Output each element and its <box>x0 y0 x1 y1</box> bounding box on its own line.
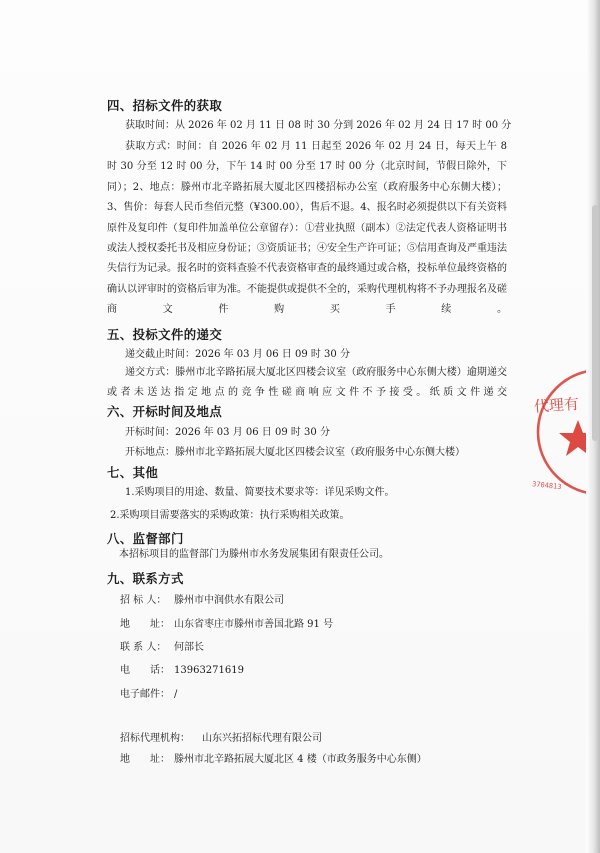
section-heading-4: 四、招标文件的获取 <box>107 98 223 113</box>
section-heading-8: 八、监督部门 <box>107 531 184 546</box>
other-item-2: 2.采购项目需要落实的采购政策：执行采购相关政策。 <box>110 510 350 521</box>
open-place: 开标地点：滕州市北辛路拓展大厦北区四楼会议室（政府服务中心东侧大楼） <box>125 447 465 458</box>
svg-text:代理有: 代理有 <box>533 394 580 416</box>
email-value: / <box>174 689 178 700</box>
submit-deadline: 递交截止时间：2026 年 03 月 06 日 09 时 30 分 <box>125 349 350 360</box>
address-value: 山东省枣庄市滕州市善国北路 91 号 <box>174 619 334 630</box>
open-time: 开标时间：2026 年 03 月 06 日 09 时 30 分 <box>125 427 330 438</box>
submit-method: 递交方式：滕州市北辛路拓展大厦北区四楼会议室（政府服务中心东侧大楼）逾期递交或者未送达指定地点的竞争性磋商响应文件不予接受。纸质文件递交 <box>107 367 507 399</box>
agency-address-value: 滕州市北辛路拓展大厦北区 4 楼（市政务服务中心东侧） <box>174 754 427 765</box>
scrollbar-thumb[interactable] <box>592 205 598 441</box>
acquire-method: 获取方式：时间：自 2026 年 02 月 11 日起至 2026 年 02 月 24 日，每天上午 8 时 30 分至 12 时 00 分，下午 14 时 00 分至 17 时 00 分（北京时间，节假日除外，下同）；2、地点：滕州市北辛路拓展大厦北区四楼招标办公室（政府服务中心东侧大楼）；3、售价：每套人民币叁佰元整（¥300.00），售后不退。4、报名时必须提供以下有关资料原件及复印件（复印件加盖单位公章留存）：①营业执照（副本）②法定代表人资格证明书或法人授权委托书及相应身份证；③资质证书；④安全生产许可证；⑤信用查询及严重违法失信行为记录。报名时的资料查验不代表资格审查的最终通过或合格，投标单位最终资格的确认以评审时的资格后审为准。不能提供或提供不全的，采购代理机构将不予办理报名及磋商文件购买手续。 <box>107 141 507 316</box>
agency-value: 山东兴拓招标代理有限公司 <box>202 733 322 744</box>
section-heading-9: 九、联系方式 <box>107 571 184 586</box>
section-heading-5: 五、投标文件的递交 <box>107 327 223 342</box>
agency-label: 招标代理机构： <box>120 733 190 744</box>
email-label: 电子邮件： <box>120 689 170 700</box>
contact-label: 联 系 人： <box>120 642 167 653</box>
other-item-1: 1.采购项目的用途、数量、简要技术要求等：详见采购文件。 <box>125 487 395 498</box>
acquire-time: 获取时间：从 2026 年 02 月 11 日 08 时 30 分到 2026 年 02 月 24 日 17 时 00 分 <box>125 120 512 131</box>
tenderer-value: 滕州市中润供水有限公司 <box>174 595 284 606</box>
section-heading-6: 六、开标时间及地点 <box>107 404 223 419</box>
phone-value: 13963271619 <box>174 665 244 676</box>
agency-address-label: 地 址： <box>120 754 170 765</box>
section-heading-7: 七、其他 <box>107 465 159 480</box>
contact-value: 何部长 <box>174 642 204 653</box>
svg-text:3704813: 3704813 <box>531 480 562 492</box>
supervisor-text: 本招标项目的监督部门为滕州市水务发展集团有限责任公司。 <box>119 549 389 560</box>
tenderer-label: 招 标 人： <box>120 595 167 606</box>
phone-label: 电 话： <box>120 665 170 676</box>
address-label: 地 址： <box>120 619 170 630</box>
